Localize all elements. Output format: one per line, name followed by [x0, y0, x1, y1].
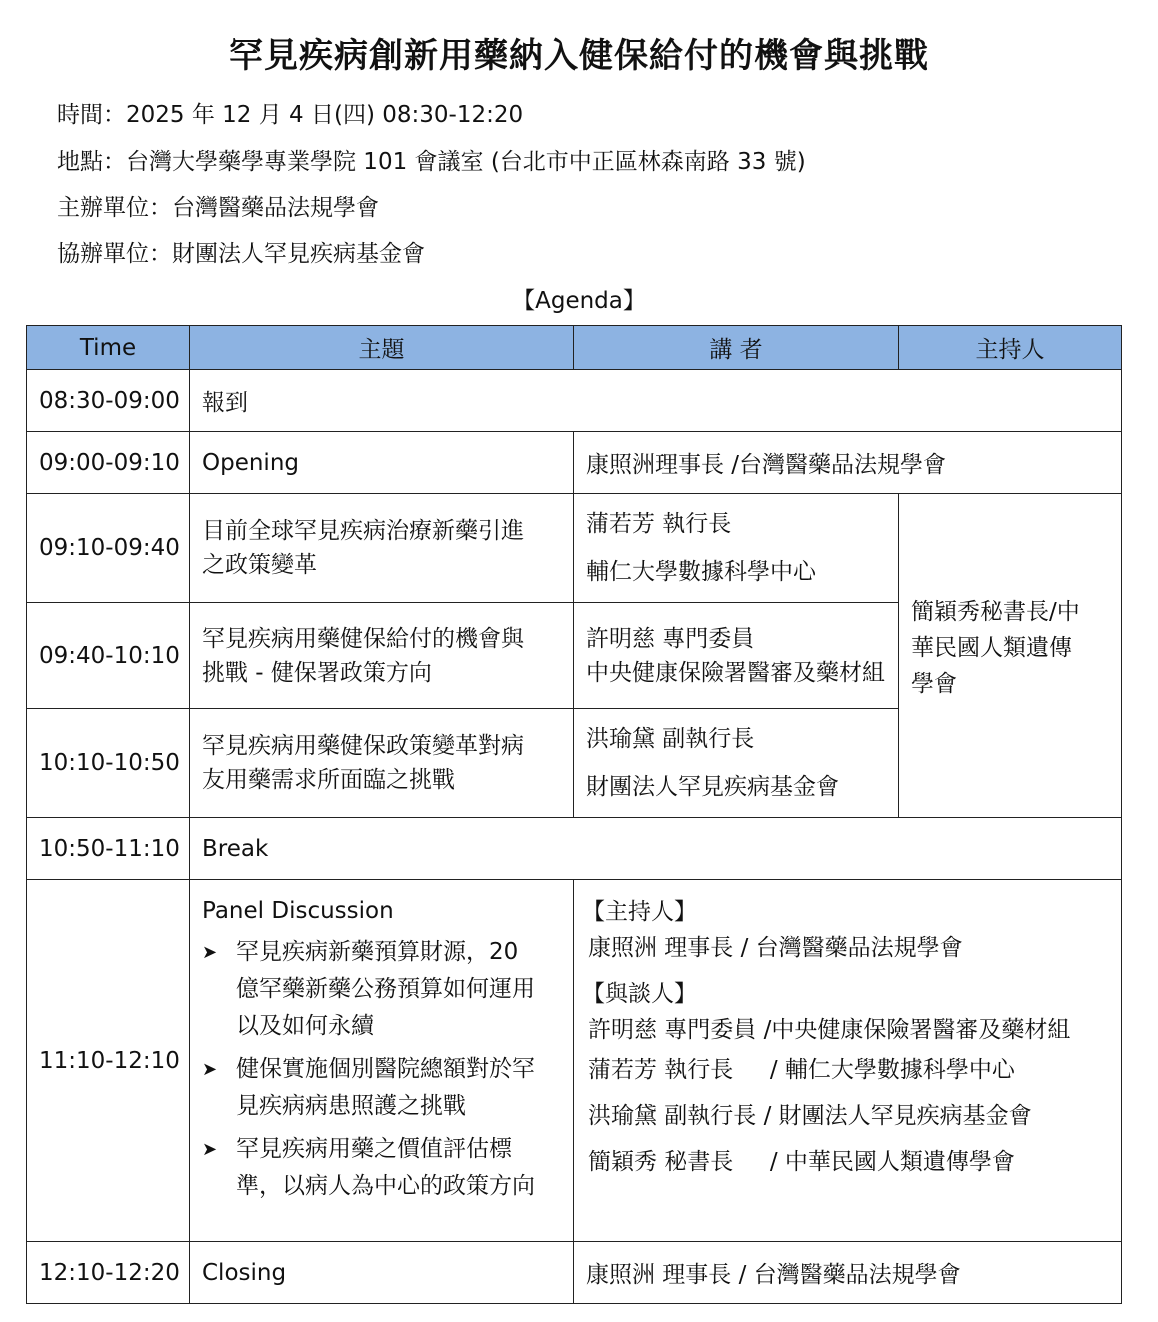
row-speaker: 康照洲理事長 /台灣醫藥品法規學會 — [574, 432, 1122, 494]
topic-line: 之政策變革 — [202, 552, 317, 578]
topic-line: 挑戰 - 健保署政策方向 — [202, 659, 432, 686]
speaker-name: 許明慈 專門委員 — [586, 625, 755, 652]
table-row — [27, 370, 1122, 432]
row-topic — [190, 603, 574, 709]
bullet-line: 健保實施個別醫院總額對於罕 — [236, 1056, 535, 1082]
table-row — [27, 494, 1122, 603]
topic-line: 罕見疾病用藥健保給付的機會與 — [202, 625, 524, 652]
arrow-right-icon: ➤ — [202, 1139, 218, 1160]
header-speaker: 講 者 — [574, 326, 899, 370]
event-time: 時間：2025 年 12 月 4 日(四) 08:30-12:20 — [57, 102, 524, 128]
bullet-line: 億罕藥新藥公務預算如何運用 — [236, 976, 535, 1002]
agenda-table — [26, 325, 1122, 1304]
row-topic — [190, 494, 574, 603]
speaker-affiliation: 輔仁大學數據科學中心 — [586, 559, 816, 585]
topic-line: 罕見疾病用藥健保政策變革對病 — [202, 733, 524, 759]
panel-moderator-label: 【主持人】 — [582, 899, 697, 925]
table-row — [27, 818, 1122, 880]
list-item — [202, 1131, 573, 1205]
row-topic: 報到 — [190, 370, 1122, 432]
panel-speakers — [574, 880, 1122, 1242]
bullet-line: 罕見疾病新藥預算財源，20 — [236, 939, 519, 965]
bullet-line: 見疾病病患照護之挑戰 — [236, 1093, 466, 1119]
row-topic: Opening — [190, 432, 574, 494]
bullet-line: 以及如何永續 — [236, 1013, 374, 1039]
list-item — [202, 934, 573, 1045]
row-topic: Closing — [190, 1242, 574, 1304]
panelist: 洪瑜黛 副執行長 / 財團法人罕見疾病基金會 — [588, 1103, 1032, 1129]
row-time: 09:10-09:40 — [27, 494, 190, 603]
header-moderator: 主持人 — [899, 326, 1122, 370]
speaker-affiliation: 中央健康保險署醫審及藥材組 — [586, 659, 885, 686]
arrow-right-icon: ➤ — [202, 942, 218, 963]
row-topic — [190, 880, 574, 1242]
row-topic: Break — [190, 818, 1122, 880]
moderator-line: 學會 — [911, 671, 957, 697]
row-time: 11:10-12:10 — [27, 880, 190, 1242]
speaker-affiliation: 財團法人罕見疾病基金會 — [586, 774, 839, 800]
panel-panelist-label: 【與談人】 — [582, 981, 697, 1007]
panelist: 許明慈 專門委員 /中央健康保險署醫審及藥材組 — [588, 1017, 1071, 1043]
panel-title: Panel Discussion — [202, 898, 394, 924]
table-row — [27, 432, 1122, 494]
row-speaker: 康照洲 理事長 / 台灣醫藥品法規學會 — [574, 1242, 1122, 1304]
row-speaker — [574, 494, 899, 603]
bullet-line: 準，以病人為中心的政策方向 — [236, 1173, 535, 1199]
table-row — [27, 880, 1122, 1242]
row-speaker — [574, 709, 899, 818]
event-co-organizer: 協辦單位：財團法人罕見疾病基金會 — [57, 241, 425, 267]
table-row — [27, 1242, 1122, 1304]
row-time: 09:40-10:10 — [27, 603, 190, 709]
event-place: 地點：台灣大學藥學專業學院 101 會議室 (台北市中正區林森南路 33 號) — [57, 149, 806, 175]
row-speaker — [574, 603, 899, 709]
panelist: 蒲若芳 執行長 / 輔仁大學數據科學中心 — [588, 1057, 1015, 1083]
panel-moderator: 康照洲 理事長 / 台灣醫藥品法規學會 — [588, 935, 963, 961]
row-time: 10:50-11:10 — [27, 818, 190, 880]
topic-line: 友用藥需求所面臨之挑戰 — [202, 767, 455, 793]
row-time: 12:10-12:20 — [27, 1242, 190, 1304]
moderator-line: 簡穎秀秘書長/中 — [911, 599, 1080, 625]
page-title: 罕見疾病創新用藥納入健保給付的機會與挑戰 — [229, 36, 929, 76]
agenda-heading: 【Agenda】 — [512, 288, 646, 314]
arrow-right-icon: ➤ — [202, 1059, 218, 1080]
panelist: 簡穎秀 秘書長 / 中華民國人類遺傳學會 — [588, 1149, 1015, 1175]
header-time: Time — [27, 326, 190, 370]
moderator-cell — [899, 494, 1122, 818]
event-organizer: 主辦單位：台灣醫藥品法規學會 — [57, 195, 379, 221]
row-topic — [190, 709, 574, 818]
bullet-line: 罕見疾病用藥之價值評估標 — [236, 1136, 512, 1162]
speaker-name: 洪瑜黛 副執行長 — [586, 726, 755, 752]
row-time: 08:30-09:00 — [27, 370, 190, 432]
speaker-name: 蒲若芳 執行長 — [586, 511, 732, 537]
header-topic: 主題 — [190, 326, 574, 370]
row-time: 10:10-10:50 — [27, 709, 190, 818]
list-item — [202, 1051, 573, 1125]
topic-line: 目前全球罕見疾病治療新藥引進 — [202, 518, 524, 544]
row-time: 09:00-09:10 — [27, 432, 190, 494]
moderator-line: 華民國人類遺傳 — [911, 635, 1072, 661]
table-header-row — [27, 326, 1122, 370]
